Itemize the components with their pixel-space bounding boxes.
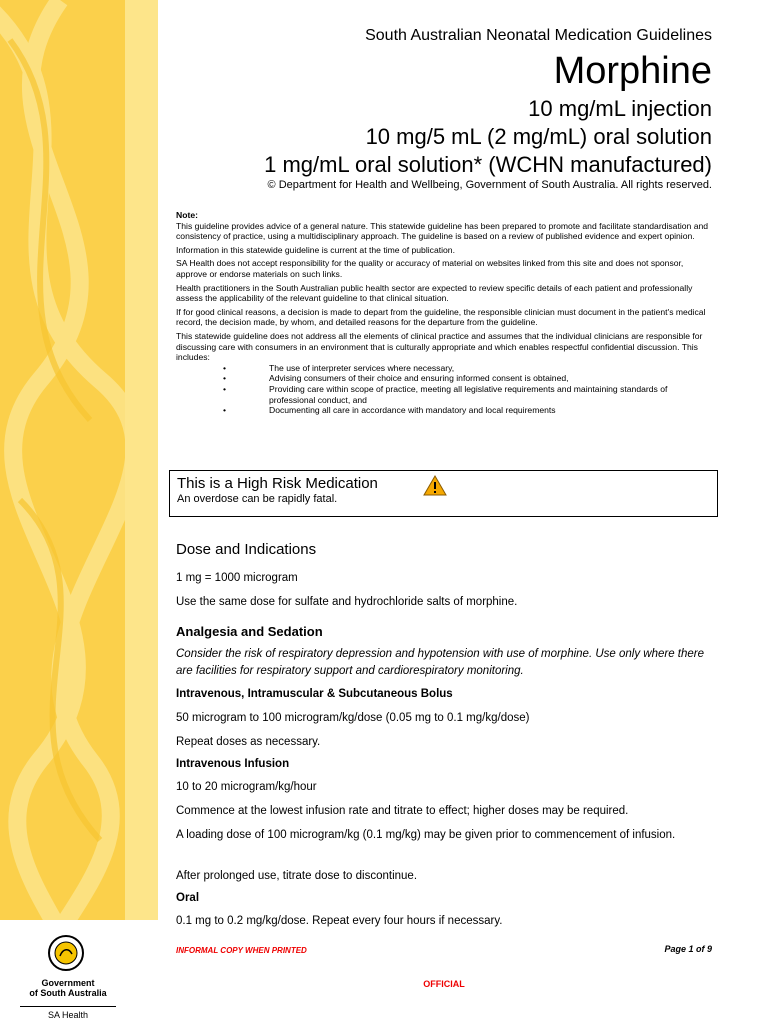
subheading-analgesia: Analgesia and Sedation: [176, 624, 323, 639]
note-label: Note:: [176, 210, 198, 220]
note-bullet-list: [176, 363, 716, 416]
alert-title: This is a High Risk Medication: [177, 475, 378, 492]
page-number: Page 1 of 9: [664, 944, 712, 954]
note-paragraph: Information in this statewide guideline is current at the time of publication.: [176, 244, 455, 255]
note-paragraph: If for good clinical reasons, a decision is made to depart from the guideline, the responsible clinician must document in the patient's medical record, the decision made, by whom, and detailed reasons for the departure from the guideline.: [176, 306, 706, 328]
salts-note: Use the same dose for sulfate and hydrochloride salts of morphine.: [176, 596, 518, 608]
infusion-loading: A loading dose of 100 microgram/kg (0.1 mg/kg) may be given prior to commencement of infusion.: [176, 829, 676, 841]
infusion-discontinue: After prolonged use, titrate dose to discontinue.: [176, 870, 418, 882]
informal-copy-notice: INFORMAL COPY WHEN PRINTED: [176, 946, 307, 955]
note-paragraph: Health practitioners in the South Australian public health sector are expected to review specific details of each patient and professionally assess the applicability of the relevant guideline to that clinical situation.: [176, 282, 693, 304]
copyright-notice: © Department for Health and Wellbeing, Government of South Australia. All rights reserved.: [267, 179, 712, 191]
sidebar-strip: [125, 0, 158, 1024]
infusion-titrate: Commence at the lowest infusion rate and titrate to effect; higher doses may be required.: [176, 805, 629, 817]
note-paragraph: This guideline provides advice of a general nature. This statewide guideline has been prepared to promote and facilitate standardisation and consistency of practice, using a multidisciplinary approach. The guideline is based on a review of published evidence and expert opinion.: [176, 220, 709, 242]
bolus-dose: 50 microgram to 100 microgram/kg/dose (0.05 mg to 0.1 mg/kg/dose): [176, 712, 530, 724]
analgesia-warning: Consider the risk of respiratory depression and hypotension with use of morphine. Use only where there are facilities for respiratory support and cardiorespiratory monitoring.: [176, 648, 705, 677]
note-paragraph: This statewide guideline does not address all the elements of clinical practice and assumes that the individual clinicians are responsible for discussing care with consumers in an environment that is culturally appropriate and which enables respectful confidential discussion. This includes:: [176, 330, 703, 363]
disclaimer-note: [176, 210, 716, 416]
list-item: • Documenting all care in accordance with mandatory and local requirements: [223, 405, 556, 416]
formulation-1: 10 mg/mL injection: [528, 96, 712, 121]
list-item: • Advising consumers of their choice and ensuring informed consent is obtained,: [223, 373, 569, 384]
oral-dose: 0.1 mg to 0.2 mg/kg/dose. Repeat every four hours if necessary.: [176, 915, 503, 927]
official-marking: OFFICIAL: [423, 979, 465, 989]
infusion-heading: Intravenous Infusion: [176, 758, 290, 770]
bolus-heading: Intravenous, Intramuscular & Subcutaneous Bolus: [176, 688, 453, 700]
list-item: • Providing care within scope of practice, meeting all legislative requirements and maintaining standards of professional conduct, and: [223, 383, 668, 405]
page-title: Morphine: [553, 50, 712, 92]
logo-government-text: Government of South Australia: [29, 978, 107, 998]
decorative-sidebar: [0, 0, 158, 1024]
formulation-2: 10 mg/5 mL (2 mg/mL) oral solution: [365, 124, 712, 149]
oral-heading: Oral: [176, 892, 200, 904]
alert-subtitle: An overdose can be rapidly fatal.: [177, 493, 338, 505]
formulation-3: 1 mg/mL oral solution* (WCHN manufactured): [264, 152, 712, 177]
high-risk-alert: [169, 470, 718, 517]
list-item: • The use of interpreter services where necessary,: [223, 362, 455, 373]
section-heading-dose: Dose and Indications: [176, 541, 317, 558]
guideline-organisation: South Australian Neonatal Medication Guidelines: [365, 27, 712, 44]
dose-conversion: 1 mg = 1000 microgram: [176, 572, 298, 584]
note-paragraph: SA Health does not accept responsibility for the quality or accuracy of material on websites linked from this site and does not sponsor, approve or endorse materials on such links.: [176, 258, 684, 279]
logo-department: SA Health: [20, 1006, 116, 1020]
bolus-repeat: Repeat doses as necessary.: [176, 736, 321, 748]
sa-government-seal: [48, 934, 84, 972]
warning-icon: [423, 475, 447, 496]
infusion-dose: 10 to 20 microgram/kg/hour: [176, 781, 317, 793]
